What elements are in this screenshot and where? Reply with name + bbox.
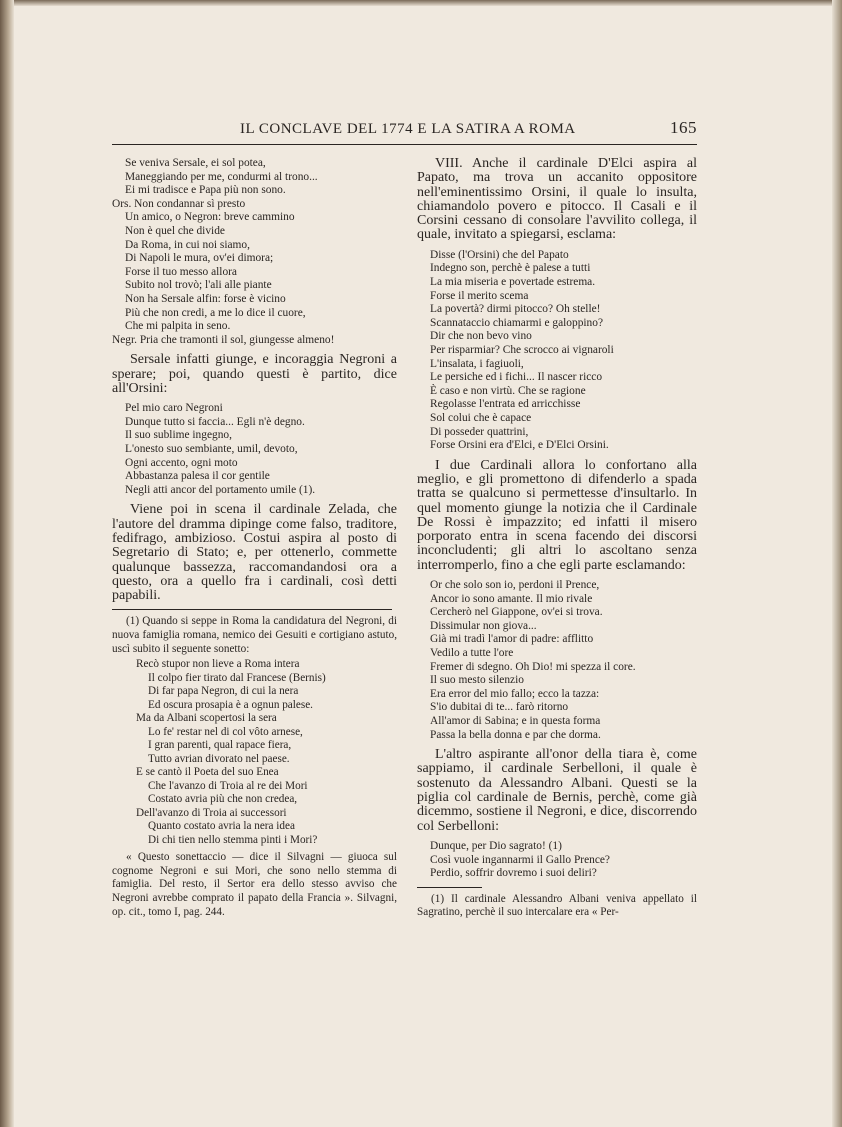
- verse-line: Fremer di sdegno. Oh Dio! mi spezza il core.: [430, 660, 636, 673]
- verse-delci: [417, 249, 697, 453]
- verse-line: Per risparmiar? Che scrocco ai vignaroli: [430, 343, 614, 356]
- sonnet-line: Dell'avanzo di Troia ai successori: [136, 806, 287, 819]
- verse-sersale: [112, 402, 397, 497]
- sonnet-line: E se cantò il Poeta del suo Enea: [136, 766, 279, 779]
- sonnet-line: Lo fe' restar nel di col vôto arnese,: [148, 725, 303, 738]
- sonnet-line: Il colpo fier tirato dal Francese (Bernis): [148, 671, 326, 684]
- verse-line: All'amor di Sabina; e in questa forma: [430, 715, 601, 727]
- verse-line: Scannataccio chiamarmi e galoppino?: [430, 316, 604, 329]
- sonnet-line: Di far papa Negron, di cui la nera: [148, 685, 299, 698]
- sonnet-line: Ed oscura prosapia è a ognun palese.: [148, 698, 313, 711]
- verse-line: Sol colui che è capace: [430, 411, 532, 424]
- verse-line: Negli atti ancor del portamento umile (1).: [125, 483, 316, 496]
- right-column: [417, 157, 697, 920]
- verse-line: Perdio, soffrir dovremo i suoi deliri?: [430, 867, 597, 880]
- verse-line: Così vuole ingannarmi il Gallo Prence?: [430, 853, 610, 866]
- footnote-end: « Questo sonettaccio — dice il Silvagni — giuoca sul cognome Negroni e sui Mori, che sono nello stemma di famiglia. Del resto, il Sertor era dello stesso avviso che Negroni avrebbe comprato il papato della Francia ». Silvagni, op. cit., tomo I, pag. 244.: [112, 851, 397, 918]
- verse-line: La mia miseria e povertade estrema.: [430, 275, 596, 288]
- verse-line: Se veniva Sersale, ei sol potea,: [125, 157, 266, 169]
- verse-line: Il suo sublime ingegno,: [125, 429, 232, 442]
- verse-line: Dunque, per Dio sagrato! (1): [430, 839, 562, 852]
- sonnet-line: Quanto costato avria la nera idea: [148, 820, 295, 833]
- verse-line: Or che solo son io, perdoni il Prence,: [430, 579, 600, 592]
- verse-line: Dissimular non giova...: [430, 619, 537, 632]
- sonnet-line: Di chi tien nello stemma pinti i Mori?: [148, 833, 318, 846]
- paragraph-sersale: Sersale infatti giunge, e incoraggia Negroni a sperare; poi, quando questi è partito, dice all'Orsini:: [112, 352, 397, 396]
- verse-line: Forse Orsini era d'Elci, e D'Elci Orsini.: [430, 439, 609, 452]
- verse-line: Di posseder quattrini,: [430, 425, 529, 438]
- page-binding-edge: [0, 0, 14, 1127]
- left-column: [112, 157, 397, 920]
- page-edge-top: [0, 0, 842, 6]
- sonnet-line: Che l'avanzo di Troia al re dei Mori: [148, 779, 308, 792]
- footnote-sonnet: [112, 658, 397, 847]
- paragraph-serbelloni: L'altro aspirante all'onor della tiara è, come sappiamo, il cardinale Serbelloni, il quale è sostenuto da Alessandro Albani. Questi se la piglia col cardinale de Bernis, perchè, come già dicemmo, sostiene il Negroni, e dice, discorrendo col Serbelloni:: [417, 747, 697, 834]
- footnote-intro: (1) Quando si seppe in Roma la candidatura del Negroni, di nuova famiglia romana, nemico dei Gesuiti e cortigiano astuto, uscì subito il seguente sonetto:: [112, 615, 397, 655]
- verse-line: Dir che non bevo vino: [430, 330, 532, 343]
- running-title: IL CONCLAVE DEL 1774 E LA SATIRA A ROMA: [240, 121, 576, 137]
- verse-line: Non ha Sersale alfin: forse è vicino: [125, 292, 286, 305]
- page-number: 165: [670, 118, 697, 137]
- sonnet-line: Tutto avrian divorato nel paese.: [148, 752, 290, 765]
- verse-line: Forse il tuo messo allora: [125, 265, 237, 278]
- verse-line: S'io dubitai di te... farò ritorno: [430, 701, 569, 714]
- verse-line: Subito nol trovò; l'ali alle piante: [125, 279, 272, 292]
- verse-line: Abbastanza palesa il cor gentile: [125, 470, 270, 483]
- verse-line: Non è quel che divide: [125, 224, 225, 237]
- verse-line: Un amico, o Negron: breve cammino: [125, 211, 295, 224]
- verse-line: Le persiche ed i fichi... Il nascer ricco: [430, 371, 603, 384]
- verse-line: Era error del mio fallo; ecco la tazza:: [430, 687, 600, 700]
- verse-line: L'insalata, i fagiuoli,: [430, 357, 524, 370]
- sonnet-line: Costato avria più che non credea,: [148, 793, 298, 806]
- footnote-rule: [112, 609, 392, 610]
- verse-albani: [417, 840, 697, 881]
- verse-line: L'onesto suo sembiante, umil, devoto,: [125, 442, 298, 455]
- verse-line: Forse il merito scema: [430, 289, 529, 302]
- verse-line: Ors. Non condannar sì presto: [112, 197, 246, 210]
- verse-line: Dunque tutto si faccia... Egli n'è degno.: [125, 415, 305, 428]
- verse-line: Negr. Pria che tramonti il sol, giungesse almeno!: [112, 333, 335, 346]
- footnote-sagratino: (1) Il cardinale Alessandro Albani veniva appellato il Sagratino, perchè il suo intercalare era « Per-: [417, 892, 697, 919]
- running-header: [112, 118, 697, 145]
- verse-line: Indegno son, perchè è palese a tutti: [430, 262, 591, 275]
- page-edge-right: [832, 0, 842, 1127]
- book-page: [112, 118, 697, 920]
- two-columns: [112, 157, 697, 920]
- sonnet-line: Ma da Albani scopertosi la sera: [136, 712, 277, 725]
- verse-line: Maneggiando per me, condurmi al trono...: [125, 170, 318, 183]
- verse-line: Vedilo a tutte l'ore: [430, 647, 514, 660]
- verse-negroni-orsini: [112, 157, 397, 347]
- paragraph-de-rossi: I due Cardinali allora lo confortano alla meglio, e gli promettono di difenderlo a spada tratta se qualcuno si permettesse d'insultarlo. In quel momento giunge la notizia che il Cardinale De Rossi è impazzito; ed infatti il misero porporato entra in scena facendo dei discorsi inconcludenti; gli altri lo ascoltano senza interromperlo, fino a che egli parte esclamando:: [417, 457, 697, 573]
- verse-de-rossi: [417, 579, 697, 742]
- sonnet-line: I gran parenti, qual rapace fiera,: [148, 739, 292, 752]
- verse-line: Il suo mesto silenzio: [430, 674, 524, 687]
- verse-line: Disse (l'Orsini) che del Papato: [430, 248, 569, 261]
- verse-line: Ei mi tradisce e Papa più non sono.: [125, 184, 286, 197]
- verse-line: Più che non credi, a me lo dice il cuore,: [125, 306, 306, 319]
- verse-line: Già mi tradì l'amor di padre: afflitto: [430, 633, 594, 646]
- paragraph-zelada: Viene poi in scena il cardinale Zelada, che l'autore del dramma dipinge come falso, traditore, fedifrago, ambizioso. Costui aspira al posto di Segretario di Stato; e, per ottenerlo, commette qualunque bassezza, raccomandandosi ora a questo, ora a quello fra i cardinali, così detti papabili.: [112, 502, 397, 604]
- verse-line: Passa la bella donna e par che dorma.: [430, 728, 601, 741]
- verse-line: Da Roma, in cui noi siamo,: [125, 238, 250, 251]
- verse-line: Di Napoli le mura, ov'ei dimora;: [125, 252, 274, 265]
- verse-line: La povertà? dirmi pitocco? Oh stelle!: [430, 303, 601, 316]
- verse-line: È caso e non virtù. Che se ragione: [430, 384, 586, 397]
- footnote-rule-right: [417, 887, 482, 888]
- verse-line: Ancor io sono amante. Il mio rivale: [430, 592, 593, 605]
- paragraph-delci: VIII. Anche il cardinale D'Elci aspira al Papato, ma trova un accanito oppositore nell'eminentissimo Orsini, il quale lo insulta, chiamandolo povero e pitocco. Il Casali e il Corsini cessano di consolare l'avvilito collega, il quale, invitato a spiegarsi, esclama:: [417, 156, 697, 243]
- verse-line: Ogni accento, ogni moto: [125, 456, 238, 469]
- sonnet-line: Recò stupor non lieve a Roma intera: [136, 658, 300, 671]
- verse-line: Che mi palpita in seno.: [125, 320, 231, 333]
- verse-line: Cercherò nel Giappone, ov'ei si trova.: [430, 606, 603, 619]
- verse-line: Pel mio caro Negroni: [125, 402, 223, 415]
- verse-line: Regolasse l'entrata ed arricchisse: [430, 398, 581, 411]
